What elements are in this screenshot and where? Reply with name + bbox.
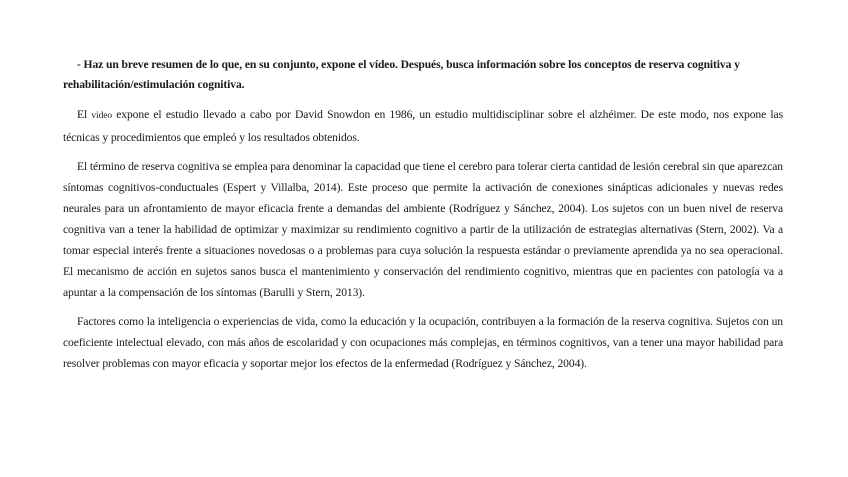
- question-heading: - Haz un breve resumen de lo que, en su conjunto, expone el vídeo. Después, busca información sobre los conceptos de reserva cognitiva y rehabilitación/estimulación cognitiva.: [63, 58, 740, 91]
- paragraph-prefix: El: [77, 108, 92, 121]
- paragraph-factors: Factores como la inteligencia o experiencias de vida, como la educación y la ocupación, contribuyen a la formación de la reserva cognitiva. Sujetos con un coeficiente intelectual elevado, con más años de escolaridad y con ocupaciones más complejas, en términos cognitivos, van a tener una mayor habilidad para resolver problemas con mayor eficacia y soportar mejor los efectos de la enfermedad (Rodríguez y Sánchez, 2004).: [63, 315, 783, 370]
- document-page: [63, 55, 783, 374]
- paragraph-small-word: video: [91, 111, 112, 121]
- paragraph-text: expone el estudio llevado a cabo por David Snowdon en 1986, un estudio multidisciplinar sobre el alzhéimer. De este modo, nos expone las técnicas y procedimientos que empleó y los resultados obtenidos.: [63, 108, 783, 144]
- paragraph-video-summary: [63, 104, 783, 148]
- paragraph-cognitive-reserve: El término de reserva cognitiva se emplea para denominar la capacidad que tiene el cerebro para tolerar cierta cantidad de lesión cerebral sin que aparezcan síntomas cognitivos-conductuales (Espert y Villalba, 2014). Este proceso que permite la activación de conexiones sinápticas adicionales y nuevas redes neurales para un afrontamiento de mayor eficacia frente a demandas del ambiente (Rodríguez y Sánchez, 2004). Los sujetos con un buen nivel de reserva cognitiva van a tener la habilidad de optimizar y maximizar su rendimiento cognitivo a partir de la utilización de estrategias alternativas (Stern, 2002). Va a tomar especial interés frente a situaciones novedosas o a problemas para cuya solución la respuesta estándar o previamente aprendida ya no sea operacional. El mecanismo de acción en sujetos sanos busca el mantenimiento y conservación del rendimiento cognitivo, mientras que en pacientes con patología va a apuntar a la compensación de los síntomas (Barulli y Stern, 2013).: [63, 160, 783, 299]
